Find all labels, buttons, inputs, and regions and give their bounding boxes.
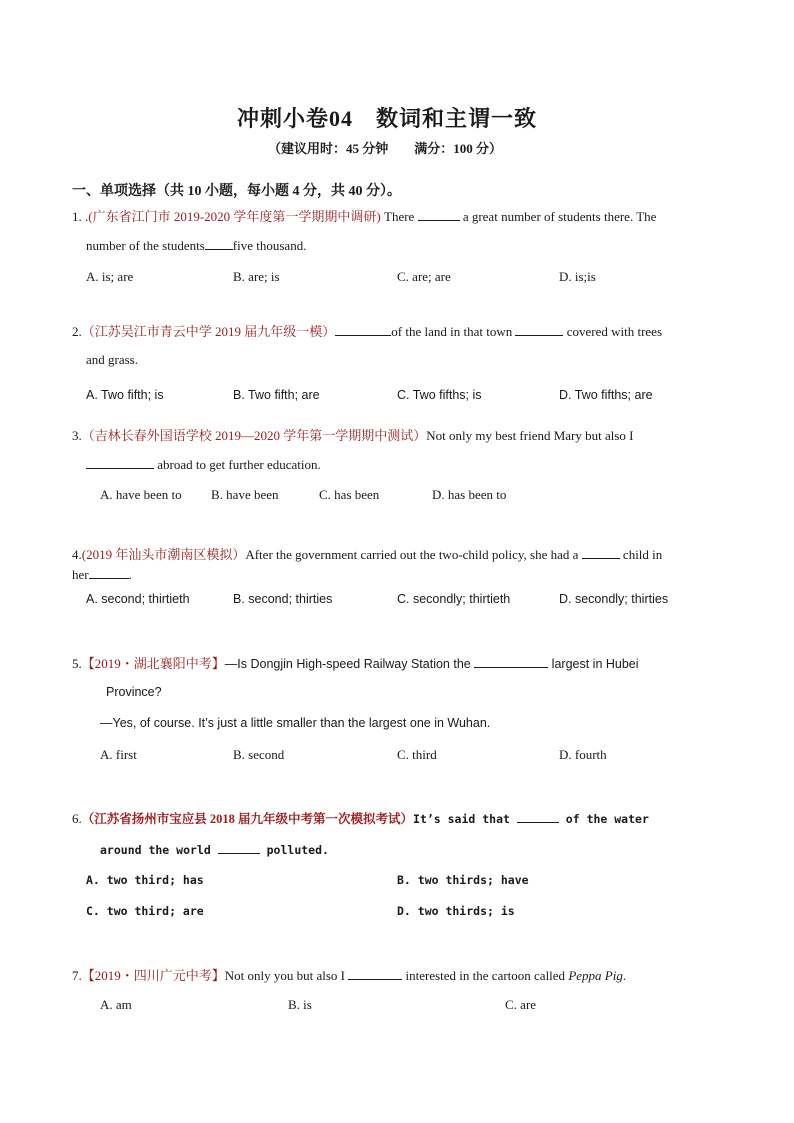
question-number: 6.	[72, 811, 82, 826]
option-d[interactable]: D. Two fifths; are	[559, 388, 653, 402]
question-text: polluted.	[259, 843, 329, 857]
section-heading: 一、单项选择（共 10 小题，每小题 4 分，共 40 分）。	[72, 184, 401, 199]
option-b[interactable]: B. Two fifth; are	[233, 388, 320, 402]
option-a[interactable]: A. Two fifth; is	[86, 388, 164, 402]
option-c[interactable]: C. Two fifths; is	[397, 388, 482, 402]
question-number: 7.	[72, 968, 82, 983]
answer-blank[interactable]	[205, 237, 233, 250]
question-text: interested in the cartoon called	[402, 968, 569, 983]
question-source: 【2019・湖北襄阳中考】	[81, 656, 225, 671]
question-source: （江苏吴江市青云中学 2019 届九年级一模）	[81, 324, 336, 339]
option-b[interactable]: B. is	[288, 997, 312, 1012]
option-b[interactable]: B. second	[233, 747, 285, 762]
question-source: (广东省江门市 2019-2020 学年度第一学期期中调研)	[88, 209, 381, 224]
answer-blank[interactable]	[89, 566, 129, 579]
option-c[interactable]: C. secondly; thirtieth	[397, 592, 511, 606]
question-4-line-2	[72, 566, 132, 583]
question-source: （江苏省扬州市宝应县 2018 届九年级中考第一次模拟考试）	[81, 812, 414, 826]
answer-blank[interactable]	[418, 208, 460, 221]
option-a[interactable]: A. is; are	[86, 269, 134, 284]
option-b[interactable]: B. have been	[211, 487, 279, 502]
option-c[interactable]: C. two third; are	[86, 904, 204, 918]
question-7-line-1	[72, 965, 626, 984]
question-5-line-1	[72, 653, 639, 672]
question-6-line-2	[100, 841, 329, 859]
page-subtitle: （建议用时：45 分钟 满分：100 分）	[268, 141, 503, 156]
question-1-line-2	[86, 237, 306, 254]
option-c[interactable]: C. are	[505, 997, 537, 1012]
answer-blank[interactable]	[335, 323, 391, 336]
question-text: It’s said that	[413, 812, 517, 826]
question-text: covered with trees	[563, 324, 663, 339]
question-1-line-1	[72, 206, 656, 225]
question-text: Not only you but also I	[224, 968, 349, 983]
answer-blank[interactable]	[86, 456, 154, 469]
question-source: (2019 年汕头市潮南区模拟）	[81, 547, 246, 562]
answer-blank[interactable]	[474, 655, 548, 668]
question-4-line-1	[72, 544, 662, 563]
question-text: a great number of students there. The	[459, 209, 657, 224]
question-6-line-1	[72, 809, 649, 827]
question-text: five thousand.	[232, 238, 307, 253]
question-number: 4.	[72, 547, 82, 562]
question-5-line-2: Province?	[106, 685, 162, 699]
answer-blank[interactable]	[517, 810, 559, 823]
question-number: 2.	[72, 324, 82, 339]
question-3-line-1	[72, 425, 634, 444]
question-2-line-2: and grass.	[86, 352, 138, 367]
option-c[interactable]: C. has been	[319, 487, 380, 502]
answer-blank[interactable]	[348, 967, 402, 980]
question-text: around the world	[100, 843, 218, 857]
page-title: 冲刺小卷04 数词和主谓一致	[237, 106, 538, 131]
question-text: Not only my best friend Mary but also I	[426, 428, 634, 443]
cartoon-title: Peppa Pig	[568, 968, 623, 983]
option-a[interactable]: A. am	[100, 997, 132, 1012]
question-text: There	[380, 209, 418, 224]
question-3-line-2	[86, 456, 321, 473]
option-b[interactable]: B. two thirds; have	[397, 873, 529, 887]
question-text: abroad to get further education.	[154, 457, 321, 472]
question-number: 1. .	[72, 209, 89, 224]
question-2-line-1	[72, 321, 662, 340]
option-a[interactable]: A. have been to	[100, 487, 182, 502]
question-source: 【2019・四川广元中考】	[81, 968, 225, 983]
option-a[interactable]: A. two third; has	[86, 873, 204, 887]
answer-blank[interactable]	[218, 841, 260, 854]
question-text: number of the students	[86, 238, 205, 253]
option-d[interactable]: D. two thirds; is	[397, 904, 515, 918]
question-5-line-3: —Yes, of course. It’s just a little smaller than the largest one in Wuhan.	[100, 716, 491, 730]
option-b[interactable]: B. are; is	[233, 269, 280, 284]
question-text: .	[128, 567, 132, 582]
option-a[interactable]: A. second; thirtieth	[86, 592, 190, 606]
option-d[interactable]: D. has been to	[432, 487, 507, 502]
question-number: 5.	[72, 656, 82, 671]
question-source: （吉林长春外国语学校 2019—2020 学年第一学期期中测试）	[81, 428, 427, 443]
question-text: .	[622, 968, 627, 983]
option-c[interactable]: C. are; are	[397, 269, 451, 284]
question-text: —Is Dongjin High-speed Railway Station the	[224, 657, 475, 671]
question-text: child in	[619, 547, 663, 562]
question-number: 3.	[72, 428, 82, 443]
answer-blank[interactable]	[515, 323, 563, 336]
option-d[interactable]: D. fourth	[559, 747, 607, 762]
option-a[interactable]: A. first	[100, 747, 137, 762]
question-text: her	[72, 567, 89, 582]
option-c[interactable]: C. third	[397, 747, 437, 762]
question-text: After the government carried out the two-child policy, she had a	[245, 547, 582, 562]
option-b[interactable]: B. second; thirties	[233, 592, 333, 606]
answer-blank[interactable]	[582, 546, 620, 559]
question-text: of the water	[558, 812, 649, 826]
question-text: of the land in that town	[391, 324, 516, 339]
option-d[interactable]: D. secondly; thirties	[559, 592, 669, 606]
option-d[interactable]: D. is;is	[559, 269, 596, 284]
question-text: largest in Hubei	[548, 657, 639, 671]
